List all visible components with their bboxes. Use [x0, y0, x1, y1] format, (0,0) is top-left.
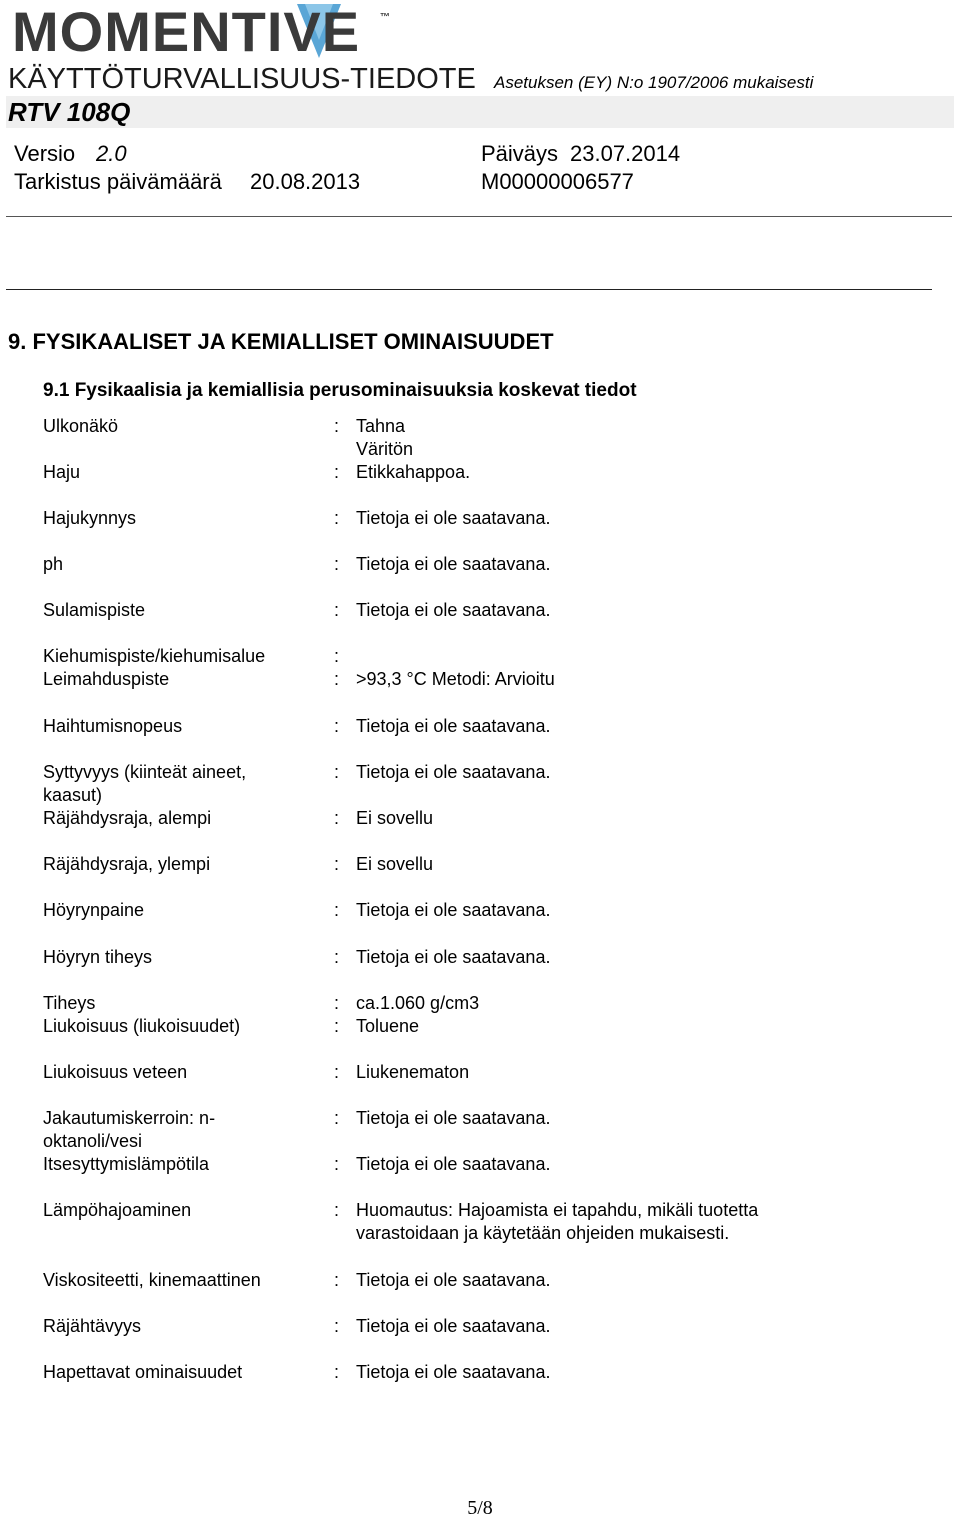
subsection-title: 9.1 Fysikaalisia ja kemiallisia perusominaisuuksia koskevat tiedot — [43, 380, 637, 401]
property-value: Etikkahappoa. — [356, 462, 471, 482]
property-separator: : — [334, 508, 340, 528]
date-label: Päiväys — [481, 141, 559, 166]
property-value: Huomautus: Hajoamista ei tapahdu, mikäli tuotetta — [356, 1200, 759, 1220]
property-value: Ei sovellu — [356, 808, 434, 828]
revision-value: 20.08.2013 — [250, 169, 361, 194]
property-label: Hapettavat ominaisuudet — [43, 1362, 243, 1382]
property-label: Lämpöhajoaminen — [43, 1200, 192, 1220]
document-number: M00000006577 — [481, 169, 634, 194]
trademark-symbol: ™ — [380, 12, 390, 23]
property-value: Tietoja ei ole saatavana. — [356, 716, 551, 736]
property-separator: : — [334, 1062, 340, 1082]
property-label: Liukoisuus (liukoisuudet) — [43, 1016, 241, 1036]
property-value: Tietoja ei ole saatavana. — [356, 600, 551, 620]
document-title: KÄYTTÖTURVALLISUUS-TIEDOTE — [8, 63, 476, 95]
product-name: RTV 108Q — [8, 97, 131, 127]
date-value: 23.07.2014 — [570, 141, 681, 166]
property-separator: : — [334, 1108, 340, 1128]
property-value: Tietoja ei ole saatavana. — [356, 947, 551, 967]
property-separator: : — [334, 993, 340, 1013]
logo-wordmark: MOMENTIVE — [12, 0, 361, 63]
property-separator: : — [334, 669, 340, 689]
property-value: Toluene — [356, 1016, 420, 1036]
property-value: Ei sovellu — [356, 854, 434, 874]
property-label: Sulamispiste — [43, 600, 146, 620]
property-label: Haju — [43, 462, 81, 482]
regulation-reference: Asetuksen (EY) N:o 1907/2006 mukaisesti — [494, 73, 814, 92]
property-separator: : — [334, 716, 340, 736]
header-divider — [6, 216, 952, 217]
property-separator: : — [334, 947, 340, 967]
property-label: Viskositeetti, kinemaattinen — [43, 1270, 261, 1290]
property-label: Itsesyttymislämpötila — [43, 1154, 210, 1174]
property-separator: : — [334, 416, 340, 436]
property-separator: : — [334, 1270, 340, 1290]
property-value: Tietoja ei ole saatavana. — [356, 1154, 551, 1174]
property-value: >93,3 °C Metodi: Arvioitu — [356, 669, 555, 689]
property-label: Jakautumiskerroin: n-oktanoli/vesi — [43, 1108, 216, 1151]
version-value: 2.0 — [96, 141, 127, 166]
property-separator: : — [334, 1200, 340, 1220]
product-name-band — [6, 96, 954, 128]
property-value: Väritön — [356, 439, 414, 459]
property-value: Tietoja ei ole saatavana. — [356, 900, 551, 920]
property-label: Leimahduspiste — [43, 669, 170, 689]
property-label: Tiheys — [43, 993, 96, 1013]
property-value: Tietoja ei ole saatavana. — [356, 554, 551, 574]
page-number: 5/8 — [467, 1497, 493, 1519]
property-label: Kiehumispiste/kiehumisalue — [43, 646, 266, 666]
property-label: Räjähdysraja, ylempi — [43, 854, 211, 874]
property-label: Höyrynpaine — [43, 900, 145, 920]
property-value: Tietoja ei ole saatavana. — [356, 1362, 551, 1382]
property-value: Tietoja ei ole saatavana. — [356, 1108, 551, 1128]
property-label: Räjähdysraja, alempi — [43, 808, 212, 828]
property-separator: : — [334, 646, 340, 666]
property-separator: : — [334, 1016, 340, 1036]
company-logo — [12, 2, 392, 62]
section-divider — [6, 289, 932, 290]
property-value: ca.1.060 g/cm3 — [356, 993, 480, 1013]
property-value: Tahna — [356, 416, 406, 436]
property-label: Räjähtävyys — [43, 1316, 142, 1336]
property-label: Syttyvyys (kiinteät aineet, kaasut) — [43, 762, 247, 805]
property-label: ph — [43, 554, 64, 574]
property-separator: : — [334, 1362, 340, 1382]
property-separator: : — [334, 808, 340, 828]
property-label: Liukoisuus veteen — [43, 1062, 188, 1082]
property-separator: : — [334, 462, 340, 482]
property-value: Tietoja ei ole saatavana. — [356, 508, 551, 528]
property-value: varastoidaan ja käytetään ohjeiden mukaisesti. — [356, 1223, 730, 1243]
version-label: Versio — [14, 141, 76, 166]
property-separator: : — [334, 762, 340, 782]
property-label: Ulkonäkö — [43, 416, 119, 436]
property-separator: : — [334, 554, 340, 574]
section-title: 9. FYSIKAALISET JA KEMIALLISET OMINAISUUDET — [8, 329, 554, 354]
property-separator: : — [334, 900, 340, 920]
property-label: Hajukynnys — [43, 508, 137, 528]
property-separator: : — [334, 600, 340, 620]
property-separator: : — [334, 854, 340, 874]
revision-label: Tarkistus päivämäärä — [14, 169, 222, 194]
property-value: Liukenematon — [356, 1062, 470, 1082]
property-value: Tietoja ei ole saatavana. — [356, 1316, 551, 1336]
property-label: Haihtumisnopeus — [43, 716, 183, 736]
property-separator: : — [334, 1316, 340, 1336]
property-value: Tietoja ei ole saatavana. — [356, 1270, 551, 1290]
property-value: Tietoja ei ole saatavana. — [356, 762, 551, 782]
property-separator: : — [334, 1154, 340, 1174]
property-label: Höyryn tiheys — [43, 947, 153, 967]
